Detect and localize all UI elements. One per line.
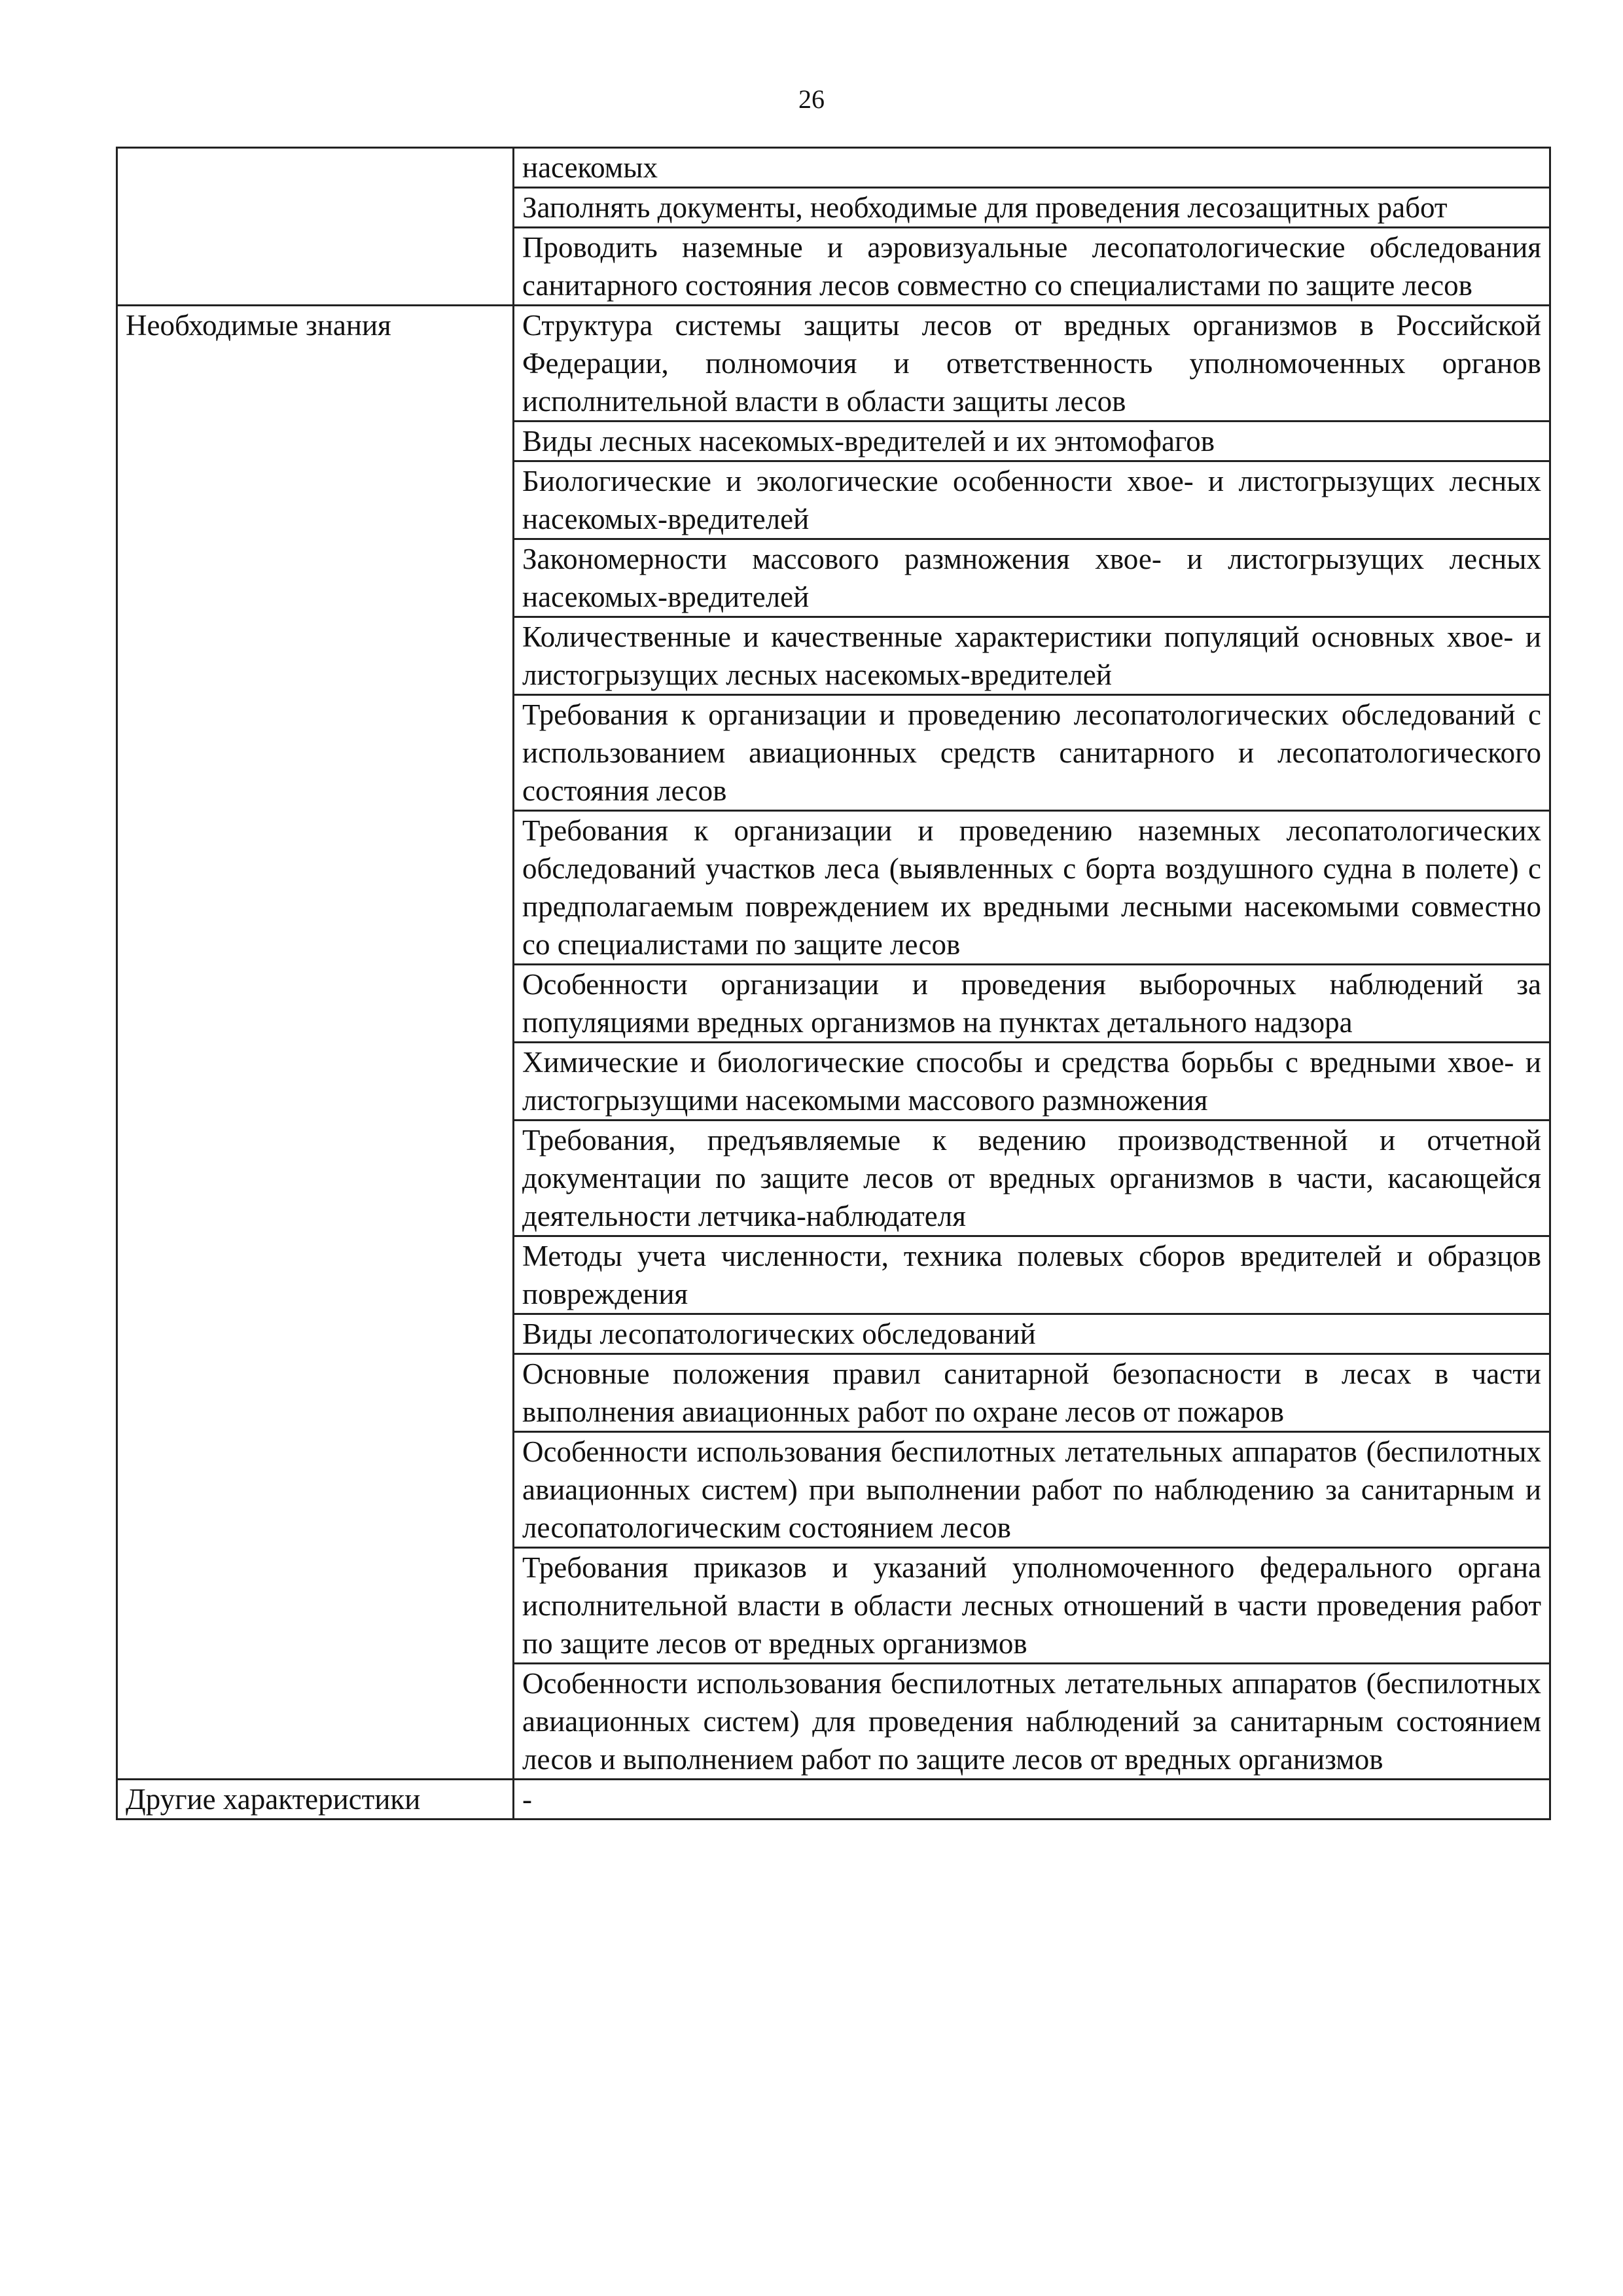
empty-label-cell xyxy=(117,148,514,306)
knowledge-item: Структура системы защиты лесов от вредных организмов в Российской Федерации, полномочия и ответственность уполномоченных органов исполнительной власти в области защиты лесов xyxy=(514,306,1550,422)
knowledge-item: Количественные и качественные характеристики популяций основных хвое- и листогрызущих лесных насекомых-вредителей xyxy=(514,617,1550,695)
knowledge-item: Основные положения правил санитарной безопасности в лесах в части выполнения авиационных работ по охране лесов от пожаров xyxy=(514,1354,1550,1432)
qualification-table xyxy=(116,147,1551,1820)
knowledge-item: Требования приказов и указаний уполномоченного федерального органа исполнительной власти в области лесных отношений в части проведения работ по защите лесов от вредных организмов xyxy=(514,1548,1550,1664)
knowledge-item: Особенности организации и проведения выборочных наблюдений за популяциями вредных организмов на пунктах детального надзора xyxy=(514,965,1550,1043)
knowledge-item: Особенности использования беспилотных летательных аппаратов (беспилотных авиационных систем) для проведения наблюдений за санитарным состоянием лесов и выполнением работ по защите лесов от вредных организмов xyxy=(514,1664,1550,1780)
knowledge-item: Виды лесопатологических обследований xyxy=(514,1314,1550,1354)
skill-item: Проводить наземные и аэровизуальные лесопатологические обследования санитарного состояния лесов совместно со специалистами по защите лесов xyxy=(514,228,1550,306)
table-body xyxy=(117,148,1550,1820)
knowledge-item: Химические и биологические способы и средства борьбы с вредными хвое- и листогрызущими насекомыми массового размножения xyxy=(514,1043,1550,1121)
knowledge-item: Требования, предъявляемые к ведению производственной и отчетной документации по защите лесов от вредных организмов в части, касающейся деятельности летчика-наблюдателя xyxy=(514,1121,1550,1236)
knowledge-item: Виды лесных насекомых-вредителей и их энтомофагов xyxy=(514,422,1550,461)
knowledge-item: Закономерности массового размножения хвое- и листогрызущих лесных насекомых-вредителей xyxy=(514,539,1550,617)
knowledge-label: Необходимые знания xyxy=(117,306,514,1780)
table-row xyxy=(117,1780,1550,1820)
knowledge-item: Особенности использования беспилотных летательных аппаратов (беспилотных авиационных систем) при выполнении работ по наблюдению за санитарным и лесопатологическим состоянием лесов xyxy=(514,1432,1550,1548)
knowledge-item: Требования к организации и проведению наземных лесопатологических обследований участков леса (выявленных с борта воздушного судна в полете) с предполагаемым повреждением их вредными лесными насекомыми совместно со специалистами по защите лесов xyxy=(514,811,1550,965)
table-row xyxy=(117,148,1550,188)
knowledge-item: Требования к организации и проведению лесопатологических обследований с использованием авиационных средств санитарного и лесопатологического состояния лесов xyxy=(514,695,1550,811)
skill-item: насекомых xyxy=(514,148,1550,188)
knowledge-item: Биологические и экологические особенности хвое- и листогрызущих лесных насекомых-вредителей xyxy=(514,461,1550,539)
knowledge-item: Методы учета численности, техника полевых сборов вредителей и образцов повреждения xyxy=(514,1236,1550,1314)
other-characteristics-value: - xyxy=(514,1780,1550,1820)
table-row xyxy=(117,306,1550,422)
skill-item: Заполнять документы, необходимые для проведения лесозащитных работ xyxy=(514,188,1550,228)
other-characteristics-label: Другие характеристики xyxy=(117,1780,514,1820)
page-number: 26 xyxy=(798,84,825,114)
